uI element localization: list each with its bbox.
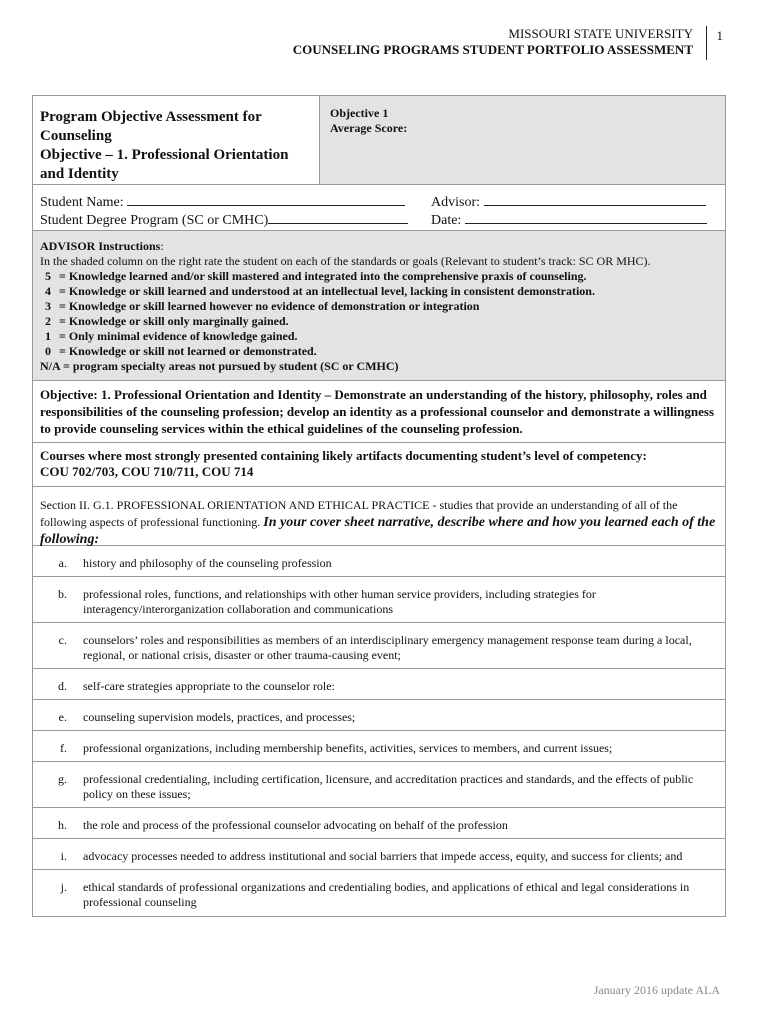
section-emphasis: In your cover sheet narrative, describe where and how you learned each of the following:	[40, 515, 716, 547]
item-text: professional credentialing, including certification, licensure, and accreditation practices and standards, and the effects of public policy on these issues;	[83, 772, 694, 801]
list-item	[33, 808, 725, 839]
list-item	[33, 700, 725, 731]
program-objective-title	[33, 96, 320, 184]
item-letter: i.	[60, 849, 67, 863]
rating-scale-text: = Knowledge or skill learned and understood at an intellectual level, lacking in consistent demonstration.	[59, 284, 595, 298]
assessment-title: COUNSELING PROGRAMS STUDENT PORTFOLIO ASSESSMENT	[292, 42, 693, 57]
advisor-instructions-heading: ADVISOR Instructions	[40, 239, 161, 253]
item-letter: f.	[60, 741, 67, 755]
rating-scale-item	[40, 284, 719, 299]
list-item	[33, 623, 725, 669]
title-line-1: Program Objective Assessment for	[40, 109, 262, 125]
item-text: counseling supervision models, practices, and processes;	[83, 710, 356, 724]
rating-scale-item	[40, 314, 719, 329]
item-text: ethical standards of professional organizations and credentialing bodies, and applications of ethical and legal considerations in professional counseling	[83, 880, 690, 909]
item-letter: g.	[58, 772, 67, 786]
rating-scale-item	[40, 344, 719, 359]
heading-colon: :	[160, 239, 164, 253]
list-item	[33, 731, 725, 762]
list-item	[33, 762, 725, 808]
header-divider	[706, 26, 707, 60]
objective-score-cell[interactable]	[320, 96, 725, 184]
courses-list: COU 702/703, COU 710/711, COU 714	[40, 464, 254, 479]
rating-scale-item	[40, 299, 719, 314]
item-text: the role and process of the professional counselor advocating on behalf of the profession	[83, 818, 508, 832]
advisor-instructions-intro: In the shaded column on the right rate the student on each of the standards or goals (Relevant to student’s track: SC OR MHC).	[40, 254, 651, 268]
na-line: N/A = program specialty areas not pursued by student (SC or CMHC)	[40, 359, 399, 373]
item-text: self-care strategies appropriate to the counselor role:	[83, 679, 335, 693]
degree-program-label: Student Degree Program (SC or CMHC)	[40, 213, 269, 228]
student-info-left	[40, 193, 415, 229]
items-list	[33, 546, 725, 916]
page-number: 1	[716, 28, 723, 43]
rating-scale-number: 0	[45, 344, 51, 358]
rating-scale-text: = Knowledge or skill learned however no evidence of demonstration or integration	[59, 299, 480, 313]
student-name-label: Student Name:	[40, 195, 124, 210]
degree-program-field[interactable]	[268, 211, 408, 224]
title-line-2: Counseling	[40, 128, 112, 144]
list-item	[33, 669, 725, 700]
rating-scale-text: = Knowledge or skill not learned or demonstrated.	[59, 344, 317, 358]
student-info-row	[33, 185, 725, 231]
section-text: Section II. G.1. PROFESSIONAL ORIENTATION AND ETHICAL PRACTICE - studies that provide an understanding of all of the following aspects of professional functioning.	[40, 498, 678, 529]
rating-scale-text: = Only minimal evidence of knowledge gained.	[59, 329, 298, 343]
courses-intro: Courses where most strongly presented containing likely artifacts documenting student’s level of competency:	[40, 448, 647, 463]
title-row	[33, 96, 725, 185]
rating-scale-number: 5	[45, 269, 51, 283]
item-text: professional organizations, including membership benefits, activities, services to members, and current issues;	[83, 741, 613, 755]
advisor-label: Advisor:	[431, 195, 480, 210]
average-score-label: Average Score:	[330, 121, 408, 135]
item-text: history and philosophy of the counseling profession	[83, 556, 332, 570]
date-label: Date:	[431, 213, 462, 228]
rating-scale-list	[40, 269, 719, 359]
student-name-field[interactable]	[127, 193, 405, 206]
section-description	[33, 487, 725, 546]
advisor-instructions	[33, 231, 725, 381]
item-letter: h.	[58, 818, 67, 832]
rating-scale-text: = Knowledge learned and/or skill mastered and integrated into the comprehensive praxis of counseling.	[59, 269, 587, 283]
item-letter: d.	[58, 679, 67, 693]
list-item	[33, 546, 725, 577]
rating-scale-number: 4	[45, 284, 51, 298]
item-letter: e.	[58, 710, 67, 724]
item-text: advocacy processes needed to address institutional and social barriers that impede access, equity, and success for clients; and	[83, 849, 683, 863]
rating-scale-item	[40, 329, 719, 344]
item-letter: c.	[58, 633, 67, 647]
student-info-right	[431, 193, 707, 229]
date-field[interactable]	[465, 211, 707, 224]
courses-row	[33, 443, 725, 487]
university-name: MISSOURI STATE UNIVERSITY	[508, 26, 693, 41]
title-line-4: and Identity	[40, 166, 119, 182]
page-header	[292, 26, 723, 58]
title-line-3: Objective – 1. Professional Orientation	[40, 147, 289, 163]
item-letter: j.	[60, 880, 67, 894]
footer-note: January 2016 update ALA	[593, 983, 720, 997]
rating-scale-text: = Knowledge or skill only marginally gained.	[59, 314, 289, 328]
list-item	[33, 577, 725, 623]
list-item	[33, 870, 725, 916]
list-item	[33, 839, 725, 870]
item-letter: b.	[58, 587, 67, 601]
rating-scale-number: 1	[45, 329, 51, 343]
assessment-form	[32, 95, 726, 917]
rating-scale-number: 2	[45, 314, 51, 328]
item-text: professional roles, functions, and relationships with other human service providers, including strategies for interagency/interorganization collaboration and communications	[83, 587, 596, 616]
rating-scale-item	[40, 269, 719, 284]
objective-label: Objective 1	[330, 106, 389, 120]
advisor-field[interactable]	[484, 193, 706, 206]
rating-scale-number: 3	[45, 299, 51, 313]
item-letter: a.	[58, 556, 67, 570]
item-text: counselors’ roles and responsibilities as members of an interdisciplinary emergency management response team during a local, regional, or national crisis, disaster or other trauma-causing event;	[83, 633, 692, 662]
objective-statement: Objective: 1. Professional Orientation and Identity – Demonstrate an understanding of the history, philosophy, roles and responsibilities of the counseling profession; develop an identity as a professional counselor and demonstrate a willingness to provide counseling services within the ethical guidelines of the counseling profession.	[33, 381, 725, 443]
